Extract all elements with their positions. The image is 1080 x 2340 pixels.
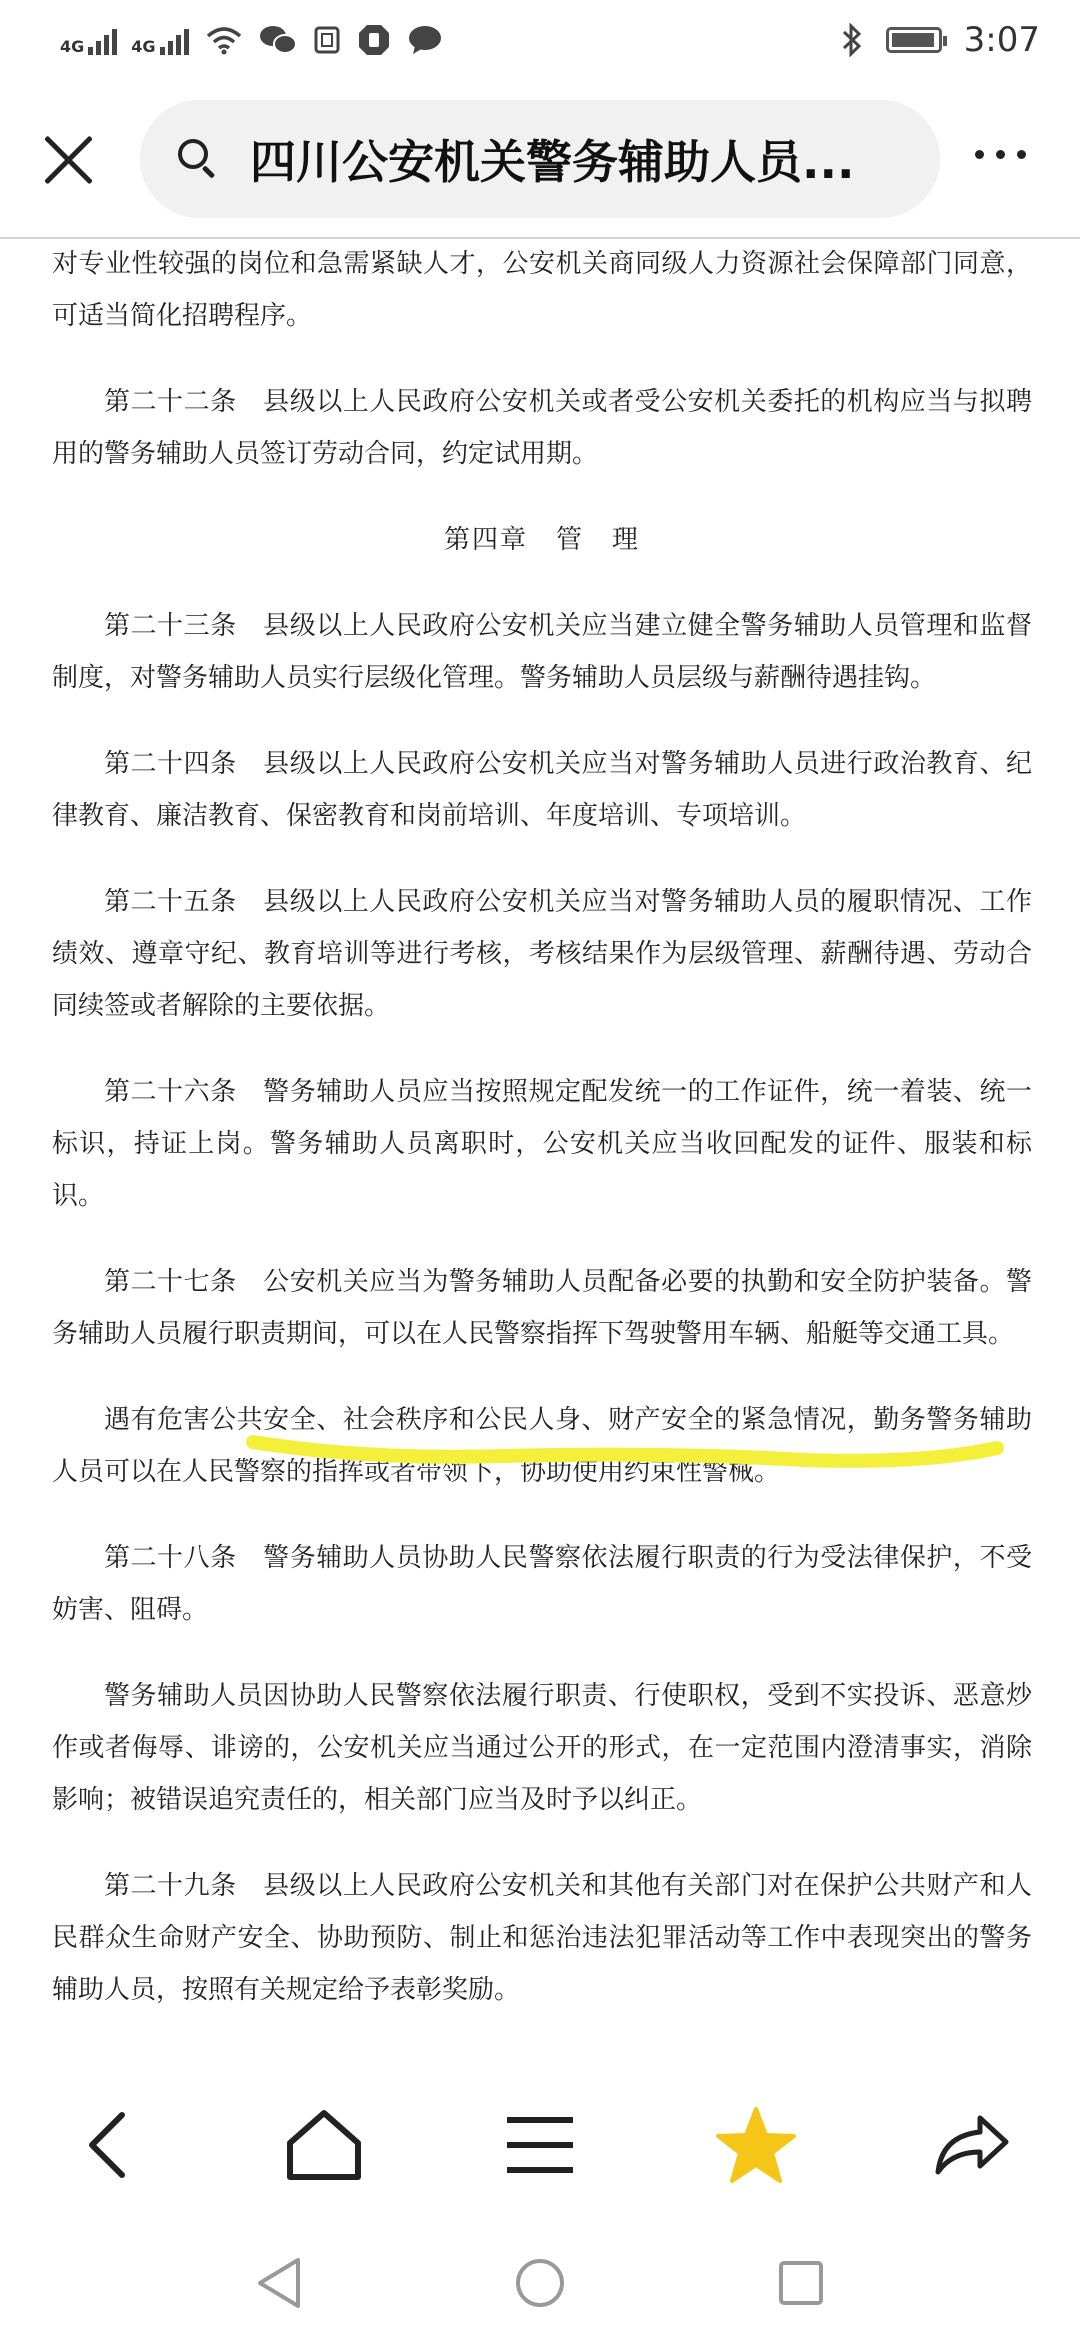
status-bar xyxy=(0,0,1080,80)
share-button[interactable] xyxy=(917,2090,1027,2200)
article-25: 第二十五条 县级以上人民政府公安机关应当对警务辅助人员的履职情况、工作绩效、遵章守纪、教育培训等进行考核，考核结果作为层级管理、薪酬待遇、劳动合同续签或者解除的主要依据。 xyxy=(52,887,1032,1021)
search-icon xyxy=(176,137,220,181)
wifi-icon xyxy=(205,25,243,55)
article-24: 第二十四条 县级以上人民政府公安机关应当对警务辅助人员进行政治教育、纪律教育、廉洁教育、保密教育和岗前培训、年度培训、专项培训。 xyxy=(52,749,1032,831)
bluetooth-icon xyxy=(840,23,864,57)
article-29: 第二十九条 县级以上人民政府公安机关和其他有关部门对在保护公共财产和人民群众生命财产安全、协助预防、制止和惩治违法犯罪活动等工作中表现突出的警务辅助人员，按照有关规定给予表彰奖励。 xyxy=(52,1871,1032,2005)
article-22: 第二十二条 县级以上人民政府公安机关或者受公安机关委托的机构应当与拟聘用的警务辅助人员签订劳动合同，约定试用期。 xyxy=(52,387,1032,469)
system-nav xyxy=(0,2225,1080,2340)
favorite-button[interactable] xyxy=(701,2090,811,2200)
status-right xyxy=(840,20,1040,60)
home-icon xyxy=(284,2107,364,2183)
menu-button[interactable] xyxy=(485,2090,595,2200)
close-icon[interactable] xyxy=(38,130,98,190)
status-left xyxy=(60,23,443,57)
wechat-icon xyxy=(259,24,297,56)
clock: 3:07 xyxy=(963,20,1040,60)
bottom-nav xyxy=(0,2080,1080,2210)
article-26: 第二十六条 警务辅助人员应当按照规定配发统一的工作证件，统一着装、统一标识，持证上岗。警务辅助人员离职时，公安机关应当收回配发的证件、服装和标识。 xyxy=(52,1077,1032,1211)
chapter-heading: 第四章 管 理 xyxy=(443,525,640,555)
network-type-1: 4G xyxy=(60,37,85,56)
sim-icon xyxy=(313,25,341,55)
battery-icon xyxy=(886,27,942,53)
article-28: 第二十八条 警务辅助人员协助人民警察依法履行职责的行为受法律保护，不受妨害、阻碍。 xyxy=(52,1543,1032,1625)
home-button[interactable] xyxy=(269,2090,379,2200)
signal-icon xyxy=(88,25,117,55)
search-bar[interactable] xyxy=(140,100,940,218)
browser-toolbar xyxy=(0,90,1080,225)
chat-icon xyxy=(407,24,443,56)
chevron-left-icon xyxy=(78,2110,138,2180)
paragraph: 对专业性较强的岗位和急需紧缺人才，公安机关商同级人力资源社会保障部门同意，可适当简化招聘程序。 xyxy=(52,249,1032,331)
signal-icon xyxy=(160,25,189,55)
document-content xyxy=(52,238,1032,2068)
signal-group xyxy=(60,25,189,55)
article-27: 第二十七条 公安机关应当为警务辅助人员配备必要的执勤和安全防护装备。警务辅助人员履行职责期间，可以在人民警察指挥下驾驶警用车辆、船艇等交通工具。 xyxy=(52,1267,1032,1349)
back-button[interactable] xyxy=(53,2090,163,2200)
paragraph: 警务辅助人员因协助人民警察依法履行职责、行使职权，受到不实投诉、恶意炒作或者侮辱、诽谤的，公安机关应当通过公开的形式，在一定范围内澄清事实，消除影响；被错误追究责任的，相关部门应当及时予以纠正。 xyxy=(52,1681,1032,1815)
search-text: 四川公安机关警务辅助人员... xyxy=(250,135,855,189)
paragraph: 遇有危害公共安全、社会秩序和公民人身、财产安全的紧急情况，勤务警务辅助人员可以在人民警察的指挥或者带领下，协助使用约束性警械。 xyxy=(52,1405,1032,1487)
article-23: 第二十三条 县级以上人民政府公安机关应当建立健全警务辅助人员管理和监督制度，对警务辅助人员实行层级化管理。警务辅助人员层级与薪酬待遇挂钩。 xyxy=(52,611,1032,693)
system-home-icon[interactable] xyxy=(513,2256,567,2310)
share-icon xyxy=(932,2110,1012,2180)
star-icon xyxy=(714,2105,798,2185)
network-type-2: 4G xyxy=(131,37,156,56)
system-back-icon[interactable] xyxy=(254,2256,304,2310)
shield-icon xyxy=(357,23,391,57)
system-recents-icon[interactable] xyxy=(776,2258,826,2308)
menu-icon xyxy=(505,2113,575,2177)
more-options-icon[interactable] xyxy=(975,150,1026,159)
